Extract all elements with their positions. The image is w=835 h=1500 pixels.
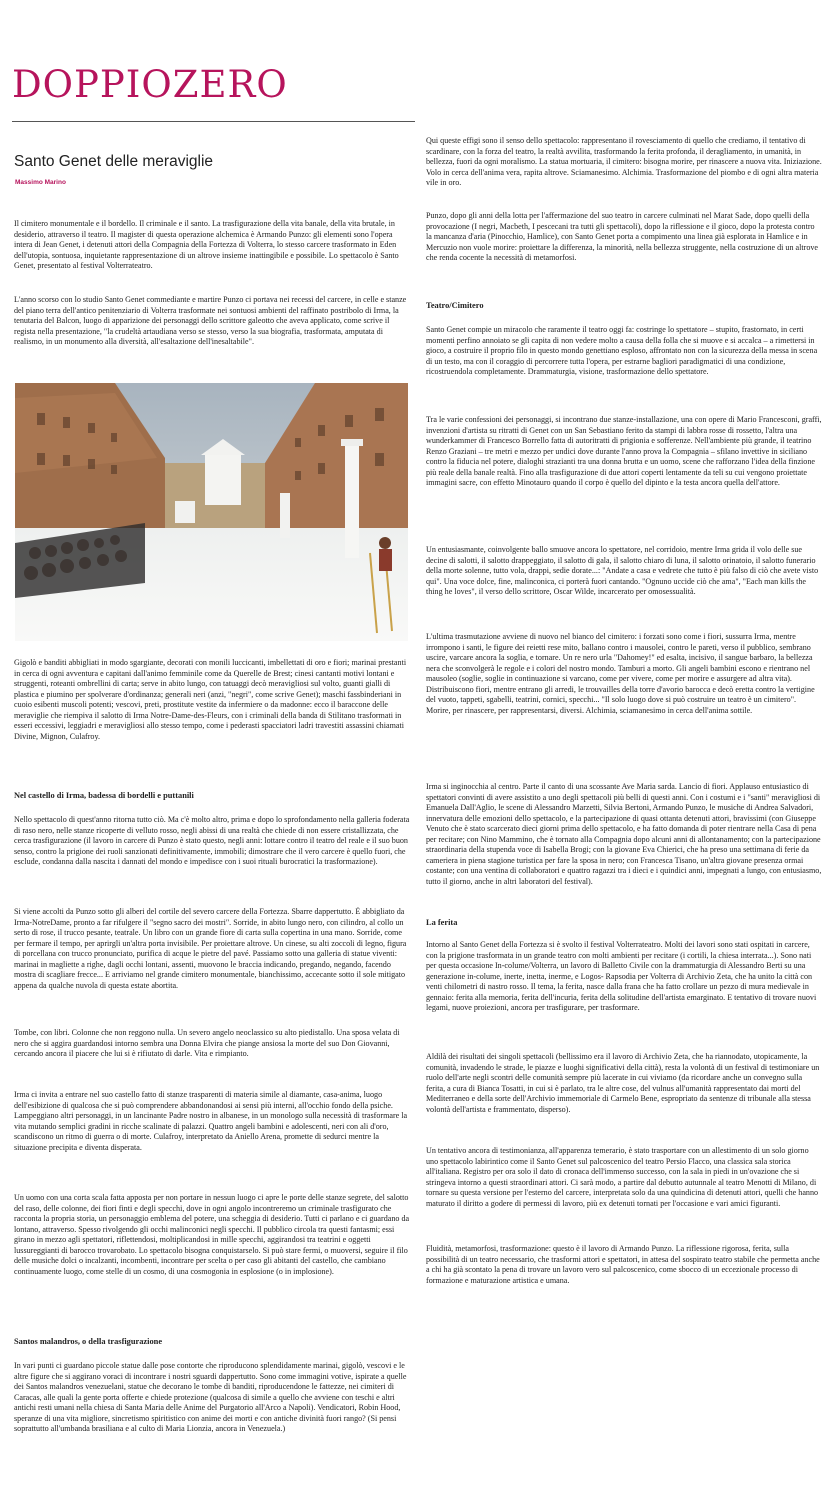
- section-heading: Santos malandros, o della trasfigurazione: [14, 1337, 163, 1346]
- paragraph: Fluidità, metamorfosi, trasformazione: questo è il lavoro di Armando Punzo. La riflessione rigorosa, ferita, sulla possibilità di un teatro necessario, che trasformi attori e spettatori, in attesa del sospirato teatro stabile che permetta anche a chi ha già scontato la pena di trovare un lavoro vero sul palcoscenico, come sbocco di un eccezionale processo di formazione e maturazione artistica e umana.: [426, 1244, 820, 1285]
- paragraph: Irma ci invita a entrare nel suo castello fatto di stanze trasparenti di materia simile al diamante, casa-anima, luogo dell'esibizione di qualcosa che si può comprendere abbandonandosi ai sensi più interni, all'occhio fondo della psiche. Lampeggiano altri personaggi, in un lancinante Padre nostro in albanese, in un monologo sulla necessità di trasformare la vita mutando semplici gradini in ricche scalinate di palazzi. Quattro angeli bambini e adolescenti, neri con ali d'oro, scandiscono un ritmo di guerra o di morte. Culafroy, interpretato da Aniello Arena, promette di sedurci mentre la situazione precipita e diventa disperata.: [14, 1090, 408, 1152]
- paragraph: Irma si inginocchia al centro. Parte il canto di una scossante Ave Maria sarda. Lancio di fiori. Applauso entusiastico di spettatori convinti di avere assistito a uno degli spettacoli più belli di questi anni. Con i costumi e i "santi" meravigliosi di Emanuela Dall'Aglio, le scene di Alessandro Marzetti, Silvia Bertoni, Armando Punzo, le musiche di Andrea Salvadori, innervatura delle emozioni dello spettacolo, e la partecipazione di quasi ottanta detenuti attori, bravissimi (con Giuseppe Venuto che è stato scarcerato dieci giorni prima dello spettacolo, e ha fatto domanda di poter rientrare nella Casa di pena per recitare; con Nino Mammino, che è tornato alla Compagnia dopo alcuni anni di allontanamento; con la partecipazione straordinaria della stupenda voce di Isabella Brogi; con la giovane Eva Chierici, che ha preso una settimana di ferie da cameriera in piena stagione turistica per fare la sposa in nero; con Francesca Tisano, un'altra giovane presenza ormai costante; con una ventina di collaboratori e quattro ragazzi tra i dieci e i quindici anni, impegnati a lungo, con entusiasmo, tutto il giorno, anche in altri laboratori del festival).: [426, 782, 822, 886]
- paragraph: L'ultima trasmutazione avviene di nuovo nel bianco del cimitero: i forzati sono come i fiori, sussurra Irma, mentre irrompono i santi, le figure dei reietti rese mito, ballano contro i mausolei, contro le pareti, verso il pubblico, sembrano uscire, varcare ancora la soglia, e tornare. Un re nero urla "Dahomey!" ed esalta, incisivo, il sangue barbaro, la bellezza nera che sconvolgerà le regole e i colori del nostro mondo. Tamburi a morto. Gli angeli bambini escono e rientrano nel mausoleo (soglie, soglie in continuazione si varcano, come per vivere, come per morire e assurgere ad altra vita). Distribuiscono fiori, mentre entrano gli arredi, le trouvailles della torre d'avorio barocca e decò eretta contro la vertigine del vuoto, tappeti, sgabelli, teatrini, cornici, specchi... "Il solo luogo dove si può costruire un teatro è un cimitero". Morire, per rinascere, per rappresentarsi, diversi. Alchimia, sciamanesimo in cerca dell'anima sottile.: [426, 632, 815, 715]
- paragraph: Un entusiasmante, coinvolgente ballo smuove ancora lo spettatore, nel corridoio, mentre Irma grida il volo delle sue decine di salotti, il salotto drappeggiato, il salotto di gala, il salotto chiaro di luna, il salotto orinatoio, il salotto funerario della morte solenne, tutto vola, drappi, sedie dorate...: "Andate a casa e vedrete che tutto è più falso di ciò che avete visto qui". Una voce dolce, fine, malinconica, ci porterà fuori cantando. "Ognuno uccide ciò che ama", "Each man kills the thing he loves", il verso dello scrittore, Oscar Wilde, incarcerato per omosessualità.: [426, 545, 819, 597]
- theatre-photo: [15, 383, 408, 641]
- paragraph: Tra le varie confessioni dei personaggi, si incontrano due stanze-installazione, una con opere di Mario Francesconi, graffi, invenzioni d'artista su ritratti di Genet con un San Sebastiano ferito da stampi di labbra rosse di rossetto, l'altra una wunderkammer di Francesco Borrello fatta di autoritratti di prigionia e sofferenze. Nell'ambiente più grande, il teatrino Renzo Graziani – tre metri e mezzo per undici dove durante l'anno prova la Compagnia – sfilano invettive in siciliano contro la fiducia nel potere, dialoghi strazianti tra una donna brutta e un uomo, scene che rafforzano l'idea della finzione più reale della banale realtà. Fino alla trasfigurazione di due attori coperti lentamente da teli su cui vengono proiettate immagini sacre, con effetto Minotauro quando il corpo è quello del dipinto e la testa ancora quella dell'attore.: [426, 415, 822, 488]
- paragraph: In vari punti ci guardano piccole statue dalle pose contorte che riproducono splendidamente marinai, gigolò, vescovi e le altre figure che si aggirano voraci di incontrare i nostri sguardi dappertutto. Sono come immagini votive, ispirate a quelle dei Santos malandros venezuelani, statue che decorano le tombe di banditi, riproducendone le fattezze, nei cimiteri di Caracas, alle quali la gente porta offerte e chiede protezione (qualcosa di simile a quello che avviene con teschi e altri antichi resti umani nella chiesa di Santa Maria delle Anime del Purgatorio all'Arco a Napoli). Vendicatori, Robin Hood, speranze di una vita migliore, sincretismo spiritistico con anime dei morti e con antiche divinità fuori rango? (Si pensi soprattutto all'umbanda brasiliana e al culto di Maria Lionzia, ancora in Venezuela.): [14, 1361, 407, 1434]
- paragraph: Qui queste effigi sono il senso dello spettacolo: rappresentano il rovesciamento di quello che crediamo, il tentativo di scardinare, con la forza del teatro, la realtà avvilita, trasformando la ferita profonda, il deragliamento, in umanità, in bellezza, fuori da ogni moralismo. La statua mortuaria, il cimitero: bisogna morire, per rinascere a nuova vita. Iniziazione. Volo in cerca dell'anima vera, rapita altrove. Sciamanesimo. Alchimia. Trasformazione del piombo e di ogni altra materia vile in oro.: [426, 136, 822, 188]
- paragraph: Tombe, con libri. Colonne che non reggono nulla. Un severo angelo neoclassico su alto piedistallo. Una sposa velata di nero che si aggira guardandosi intorno sembra una Donna Elvira che piange ansiosa la morte del suo Don Giovanni, cercando ancora il piacere che lui si è rifiutato di darle. Vita e rimpianto.: [14, 1028, 400, 1059]
- paragraph: Gigolò e banditi abbigliati in modo sgargiante, decorati con monili luccicanti, imbellettati di oro e fiori; marinai prestanti in cerca di ogni avventura e capitani dall'animo femminile come da Querelle de Brest; cinesi cantanti motivi lontani e struggenti, roteanti ombrellini di carta; serve in abito lungo, con tatuaggi decò meravigliosi sul volto, guanti gialli di plastica e piumino per spolverare d'ordinanza; generali neri (anzi, "negri", come scrive Genet); maschi fassbinderiani in cuoio esibenti muscoli potenti; vescovi, preti, prostitute vestite da infermiere o da madonne: ecco il baraccone delle meraviglie che riempiva il salotto di Irma Notre-Dame-des-Fleurs, con i criminali della banda di Stilitano trasformati in esseri eccessivi, leggiadri e meravigliosi allo stesso tempo, come i pederasti spacciatori ladri travestiti assassini chiamati Divine, Mignon, Culafroy.: [14, 658, 407, 741]
- theatre-photo-illustration: [15, 383, 408, 641]
- paragraph: Si viene accolti da Punzo sotto gli alberi del cortile del severo carcere della Fortezza. Sbarre dappertutto. È abbigliato da Irma-NotreDame, pronto a far rifulgere il "segno sacro dei mostri". Sorride, in abito lungo nero, con cilindro, al collo un serto di rose, il trucco pesante, teatrale. Un libro con un grande fiore di carta sulla copertina in una mano. Sorride, come per fermare il tempo, per aprirgli un'altra porta invisibile. Per proiettare altrove. Un cinese, su alti zoccoli di legno, figura di porcellana con trucco pronunciato, purifica di acque le pietre del pavé. Passiamo sotto una galleria di statue viventi: marinai in magliette a righe, dagli occhi lontani, assenti, muovono le braccia indicando, pregando, negando, facendo mostra di scagliare frecce... E arriviamo nel grande cimitero monumentale, bianchissimo, accecante sotto il sole mitigato appena da qualche nuvola di questa estate abortita.: [14, 907, 407, 990]
- paragraph: Punzo, dopo gli anni della lotta per l'affermazione del suo teatro in carcere culminati nel Marat Sade, dopo quelli della provocazione (I negri, Macbeth, I pescecani tra tutti gli spettacoli), dopo la riflessione e il gioco, dopo la protesta contro la mancanza d'aria (Pinocchio, Hamlice), con Santo Genet porta a compimento una linea già esplorata in Hamlice e in Mercuzio non vuole morire: proiettare la differenza, la minorità, nella bellezza struggente, nella costruzione di un altrove che renda cocente la necessità di metamorfosi.: [426, 211, 819, 263]
- site-logo[interactable]: DOPPIOZERO: [12, 63, 288, 106]
- paragraph: Un tentativo ancora di testimonianza, all'apparenza temerario, è stato trasportare con un allestimento di un solo giorno uno spettacolo labirintico come il Santo Genet sul palcoscenico del teatro Persio Flacco, una classica sala storica all'italiana. Registro per ora solo il dato di cronaca dell'immenso successo, con la sala in piedi in un'ovazione che si stringeva intorno a questi straordinari attori. Ci sarà modo, a partire dal debutto autunnale al teatro Menotti di Milano, di tornare su questa versione per l'esterno del carcere, interpretata solo da una quindicina di detenuti attori, quelli che hanno maturato il diritto a godere di permessi di lavoro, più ex detenuti tornati per l'occasione e vari amici figuranti.: [426, 1146, 819, 1208]
- paragraph: Il cimitero monumentale e il bordello. Il criminale e il santo. La trasfigurazione della vita banale, della vita brutale, in desiderio, attraverso il teatro. Il magister di questa operazione alchemica è Armando Punzo: gli elementi sono l'opera intera di Jean Genet, i detenuti attori della Compagnia della Fortezza di Volterra, lo stesso carcere trasformato in Eden dell'utopia, sontuosa, inquietante rappresentazione di un altrove insieme inattingibile e possibile. Lo spettacolo è Santo Genet, presentato al festival Volterrateatro.: [14, 219, 399, 271]
- section-heading: La ferita: [426, 918, 458, 927]
- paragraph: Santo Genet compie un miracolo che raramente il teatro oggi fa: costringe lo spettatore – stupito, frastornato, in certi momenti perfino annoiato se gli capita di non vedere molto a causa della folla che si muove e si accalca – a rimettersi in gioco, a costruire il proprio filo in questo mondo genettiano esploso, affrontato non con la sicurezza della messa in scena di un testo, ma con il coraggio di percorrere tutta l'opera, per estrarne bagliori paradigmatici di una condizione, ricostruendola completamente. Drammaturgia, visione, trasformazione dello spettatore.: [426, 325, 818, 377]
- paragraph: Aldilà dei risultati dei singoli spettacoli (bellissimo era il lavoro di Archivio Zeta, che ha riannodato, utopicamente, la comunità, invadendo le strade, le piazze e luoghi significativi della città), resta la volontà di un festival di testimoniare un ruolo dell'arte negli scontri delle comunità sempre più lacerate in cui viviamo (da ricordare anche un convegno sulla ferita, a cura di Bianca Tosatti, in cui si è parlato, tra le altre cose, del vulnus all'umanità rappresentato dai morti del Mediterraneo e della sorte dell'Archivio immemoriale di Carmelo Bene, espropriato da sentenze di tribunale alla stessa volontà dell'artista e frammentato, disperso).: [426, 1052, 820, 1114]
- paragraph: L'anno scorso con lo studio Santo Genet commediante e martire Punzo ci portava nei recessi del carcere, in celle e stanze del piano terra dell'antico penitenziario di Volterra trasformate nei sontuosi ambienti del raffinato postribolo di Irma, la tenutaria del Balcon, luogo di apparizione dei personaggi dello scrittore galeotto che aveva applicato, come scrive il regista nella presentazione, "la crudeltà artaudiana verso se stesso, verso la sua biografia, trasformata, amputata di realismo, in un monumento alla diversità, all'esaltazione dell'inesaltabile".: [14, 295, 407, 347]
- article-author[interactable]: Massimo Marino: [15, 179, 66, 186]
- paragraph: Intorno al Santo Genet della Fortezza si è svolto il festival Volterrateatro. Molti dei lavori sono stati ospitati in carcere, con la prigione trasformata in un grande teatro con molti ambienti per recitare (i cortili, la chiesa interrata...). Sono nati per questa occasione In-colume/Volterra, un lavoro di Balletto Civile con la drammaturgia di Alessandro Berti su una generazione in-colume, inerte, inetta, inerme, e Logos- Rapsodia per Volterra di Archivio Zeta, che ha unito la città con venti chilometri di nastro rosso. Il tema, la ferita, nasce dalla frana che ha fatto crollare un pezzo di mura medievale in gennaio: ferita alla memoria, ferita dell'incuria, ferita della solitudine dell'artista emarginato. E tentativo di trovare nuovi legami, nuove proiezioni, ancora per trasfigurare, per trasformare.: [426, 940, 817, 1013]
- article-title: Santo Genet delle meraviglie: [14, 153, 214, 170]
- section-heading: Teatro/Cimitero: [426, 301, 484, 310]
- paragraph: Nello spettacolo di quest'anno ritorna tutto ciò. Ma c'è molto altro, prima e dopo lo sprofondamento nella galleria foderata di raso nero, nelle stanze ricoperte di velluto rosso, negli abissi di una realtà che chiede di non essere cristallizzata, che cerca trasfigurazione (il lavoro in carcere di Punzo è stato questo, negli anni: lottare contro il teatro del reale e il suo buon senso, contro la prigione dei ruoli sanzionati definitivamente, immobili; dimostrare che il vero carcere è quello fuori, che esclude, condanna dalla nascita i dannati del mondo e impedisce con i suoi rituali burocratici la trasformazione).: [14, 815, 410, 867]
- header-divider: [12, 121, 415, 122]
- paragraph: Un uomo con una corta scala fatta apposta per non portare in nessun luogo ci apre le porte delle stanze segrete, del salotto del raso, delle colonne, dei fiori finti e degli specchi, dove in ogni angolo incontreremo un criminale trasfigurato che racconta la propria storia, un personaggio emblema del potere, una scheggia di desiderio. Tutti ci parlano e ci guardano da lontano, attraverso. Spesso rivolgendo gli occhi malinconici negli specchi. Il pubblico circola tra questi fantasmi; essi girano in mezzo agli spettatori, riflettendosi, moltiplicandosi in mille specchi, aggirandosi tra teatrini e oggetti lussureggianti di barocco trovarobato. Lo spettacolo bisogna conquistarselo. Si può stare fermi, o muoversi, seguire il filo delle musiche dolci o incalzanti, incombenti, incontrare per scelta o per caso gli abitanti del castello, che cambiano continuamente luogo, come stelle di un cosmo, di una cosmogonia in esplosione (o in implosione).: [14, 1193, 410, 1276]
- section-heading: Nel castello di Irma, badessa di bordelli e puttanili: [14, 791, 194, 800]
